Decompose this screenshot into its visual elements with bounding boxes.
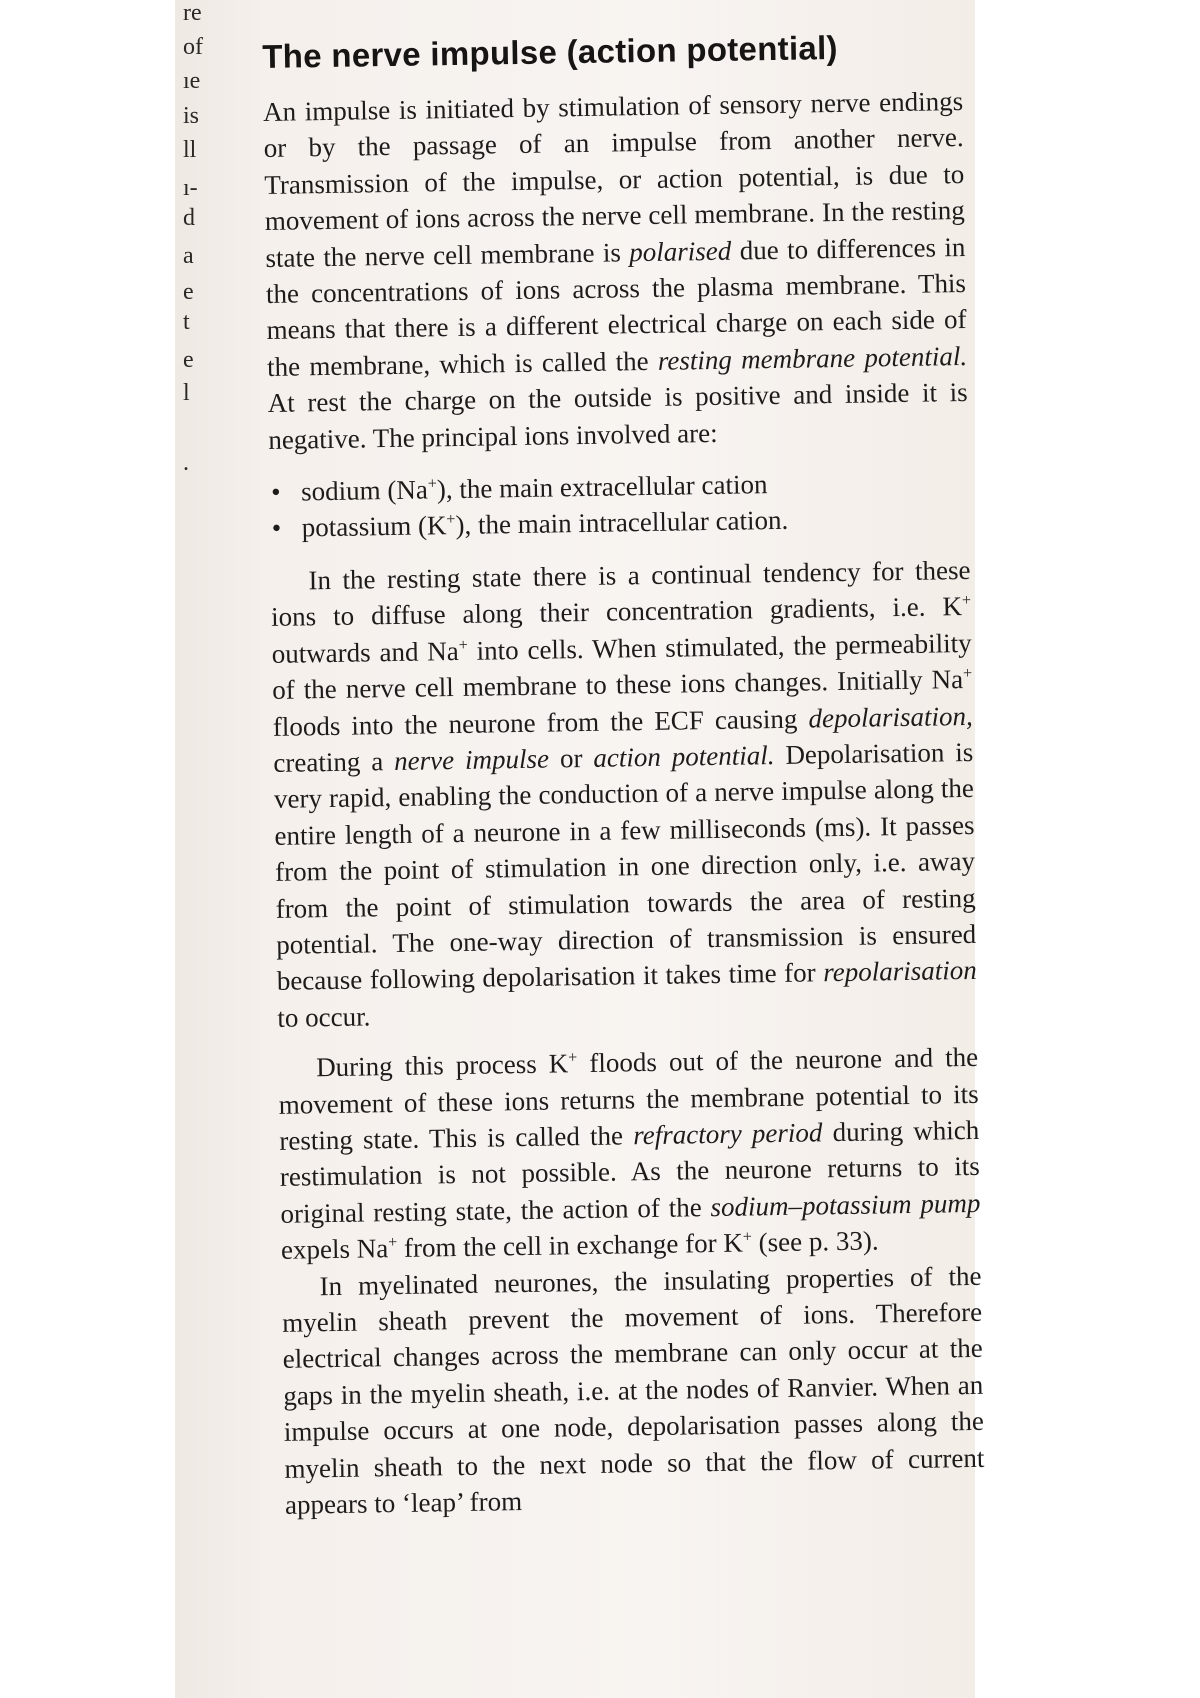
bullet-marker: • (271, 513, 282, 544)
text-run: ), the main intracellular cation. (455, 505, 789, 541)
text-run: or (548, 742, 594, 774)
paragraph-refractory (278, 1039, 981, 1268)
text-run: floods into the neurone from the ECF causing (272, 703, 809, 742)
text-run: In the resting state there is a continual tendency for these ions to diffuse along their concentration gradients, i.e. K (270, 554, 971, 633)
superscript: + (458, 636, 468, 654)
superscript: + (962, 665, 973, 683)
margin-fragment: is (183, 103, 200, 129)
text-run: (see p. 33). (751, 1225, 879, 1258)
text-run: during which restimulation is not possible. As the neurone returns to its original resting state, the action of the (279, 1114, 981, 1229)
margin-fragment: ı- (183, 175, 198, 201)
margin-fragment: ll (183, 137, 197, 163)
text-run: ), the main extracellular cation (436, 469, 768, 505)
ion-list (269, 463, 970, 547)
italic-term: depolarisation, (808, 700, 973, 733)
text-run: from the cell in exchange for K (397, 1227, 744, 1264)
text-run: floods out of the neurone and the movement of these ions returns the membrane potential to its resting state. This is called the (278, 1042, 979, 1156)
text-run: expels Na (280, 1233, 389, 1266)
text-run: into cells. When stimulated, the permeability of the nerve cell membrane to these ions changes. Initially Na (272, 627, 972, 706)
margin-fragment: l (183, 380, 190, 406)
text-run: due to differences in the concentrations of ions across the plasma membrane. This means that there is a different electrical charge on each side of the membrane, which is called the (265, 231, 967, 382)
italic-term: nerve impulse (393, 743, 550, 776)
italic-term: resting membrane potential. (657, 340, 968, 376)
section-heading: The nerve impulse (action potential) (262, 28, 839, 75)
paragraph-myelinated (281, 1257, 985, 1523)
margin-fragment: d (183, 205, 195, 231)
margin-fragment: t (183, 309, 190, 335)
margin-fragment: a (183, 243, 194, 269)
italic-term: polarised (629, 235, 732, 267)
text-run: Depolarisation is very rapid, enabling the conduction of a nerve impulse along the entire length of a neurone in a few milliseconds (ms). It passes from the point of stimulation in one direction only, i.e. away from the point of stimulation towards the area of resting potential. The one-way direction of transmission is ensured because following depolarisation it takes time for (273, 736, 977, 997)
text-run: potassium (K (301, 510, 447, 543)
italic-term: sodium–potassium pump (710, 1187, 981, 1222)
text-run: At rest the charge on the outside is positive and inside it is negative. The principal ions involved are: (267, 377, 968, 455)
paragraph-depolarisation (270, 552, 977, 1036)
superscript: + (427, 475, 437, 493)
text-run: In myelinated neurones, the insulating properties of the myelin sheath prevent the movement of ions. Therefore electrical changes across the membrane can only occur at the gaps in the myelin sheath, i.e. at the nodes of Ranvier. When an impulse occurs at one node, depolarisation passes along the myelin sheath to the next node so that the flow of current appears to ‘leap’ from (281, 1260, 985, 1520)
superscript: + (388, 1234, 398, 1252)
text-run: sodium (Na (300, 474, 429, 507)
text-run: to occur. (277, 1001, 371, 1033)
italic-term: action potential. (593, 739, 775, 773)
bullet-marker: • (270, 476, 281, 507)
superscript: + (961, 592, 972, 610)
margin-fragment: e (183, 279, 194, 305)
margin-fragment: . (183, 450, 189, 476)
margin-fragment: re (183, 0, 202, 26)
margin-fragment: of (183, 34, 203, 60)
italic-term: refractory period (632, 1117, 823, 1151)
superscript: + (568, 1049, 578, 1067)
superscript: + (742, 1228, 752, 1246)
italic-term: repolarisation (822, 955, 977, 988)
text-run: creating a (273, 745, 395, 778)
margin-fragment: e (183, 347, 194, 373)
text-run: An impulse is initiated by stimulation of sensory nerve endings or by the passage of an impulse from another nerve. Transmission of the impulse, or action potential, is due to movement of ions across the nerve cell membrane. In the resting state the nerve cell membrane is (262, 85, 966, 273)
text-run: outwards and Na (271, 635, 459, 669)
paragraph-intro (263, 83, 969, 458)
margin-fragment: ıe (183, 68, 201, 94)
superscript: + (446, 511, 456, 529)
page-content (262, 27, 985, 1523)
text-run: During this process K (315, 1048, 569, 1083)
